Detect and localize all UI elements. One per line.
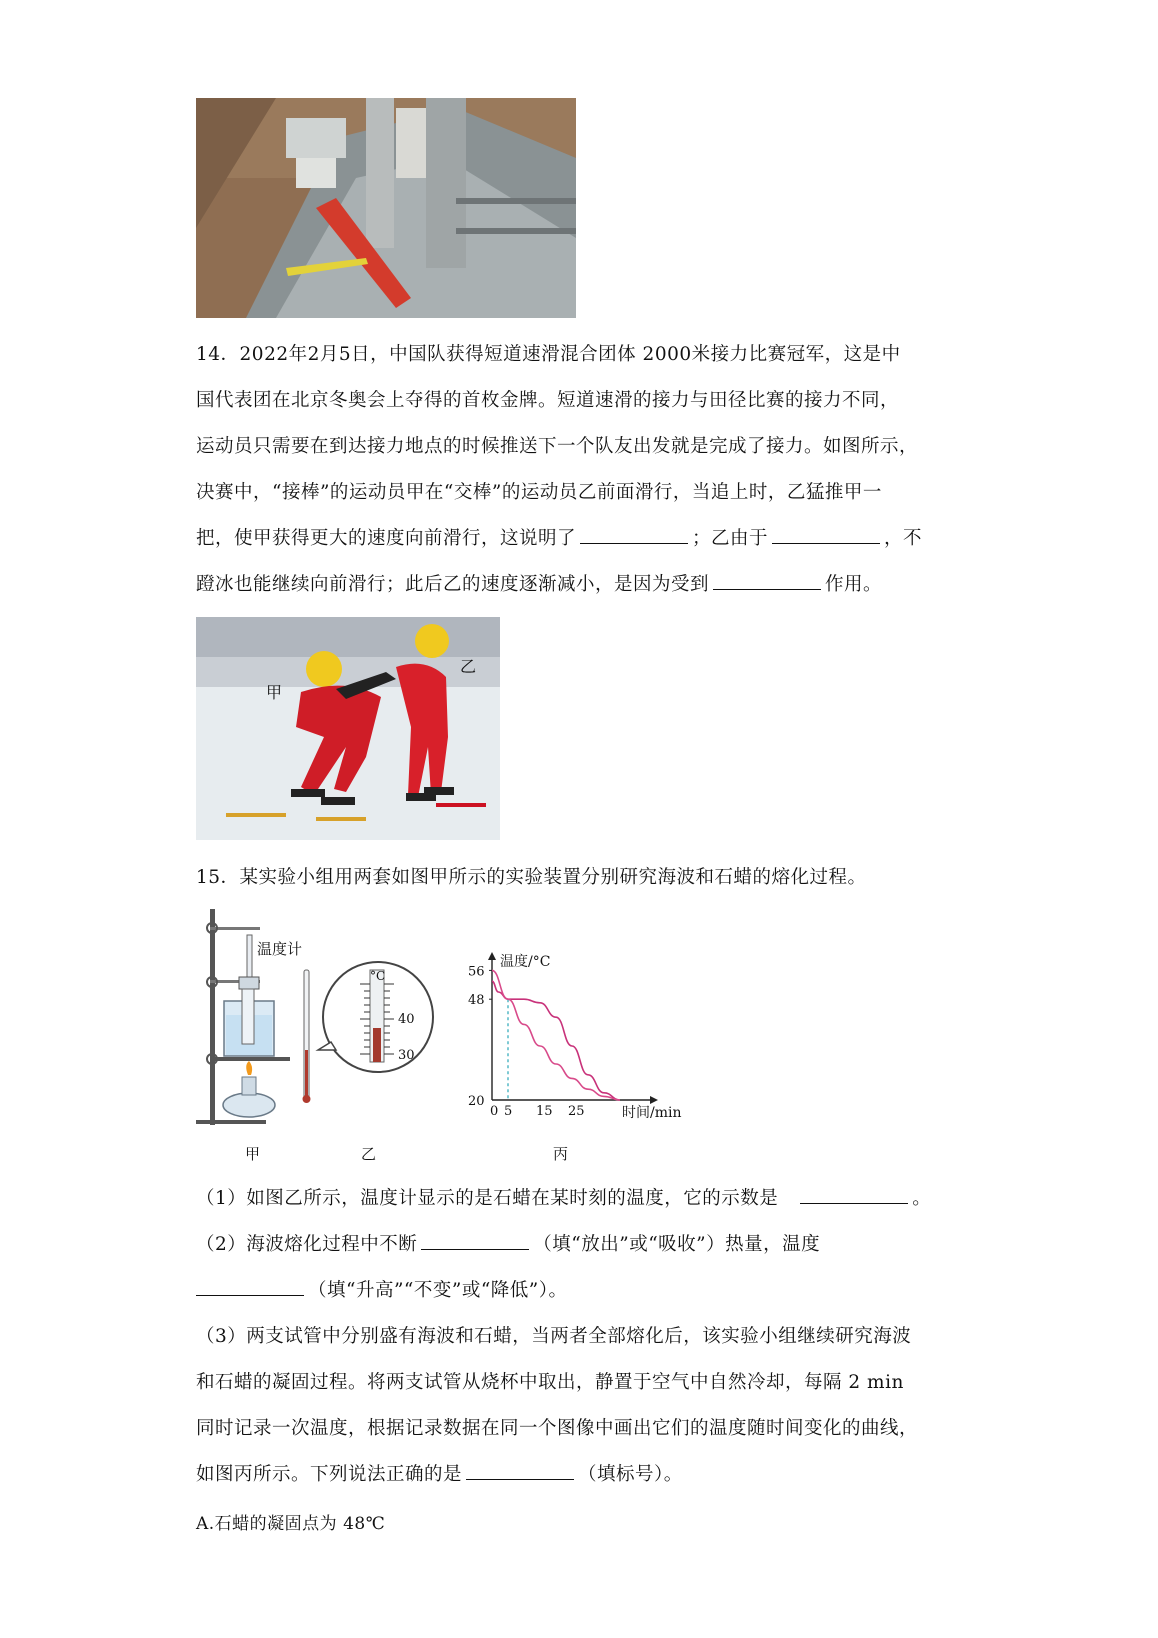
- q15-sub2: [196, 1233, 820, 1257]
- q15-sub3-line-4: [196, 1463, 683, 1487]
- series-line-1: [492, 981, 620, 1100]
- q15-sub3-line-2: 和石蜡的凝固过程。将两支试管从烧杯中取出，静置于空气中自然冷却，每隔 2 min: [196, 1372, 904, 1393]
- skater-jia-label: 甲: [266, 683, 283, 702]
- q14-line-5-c: ，不: [884, 528, 923, 549]
- x-tick-label-25: 25: [568, 1104, 585, 1119]
- q14-line-3: 运动员只需要在到达接力地点的时候推送下一个队友出发就是完成了接力。如图所示，: [196, 436, 919, 457]
- q14-line-1: 14．2022年2月5日，中国队获得短道速滑混合团体 2000米接力比赛冠军，这是中: [196, 344, 901, 365]
- thermometer-label: 温度计: [257, 940, 303, 958]
- answer-blank-3[interactable]: [713, 573, 821, 590]
- q15-sub3-line-3: 同时记录一次温度，根据记录数据在同一个图像中画出它们的温度随时间变化的曲线，: [196, 1418, 919, 1439]
- figure-yi-thermometer: [298, 960, 443, 1110]
- figure-bing-caption: 丙: [553, 1145, 569, 1163]
- thermometer-tick-30: 30: [398, 1048, 415, 1063]
- answer-blank-6[interactable]: [196, 1279, 304, 1296]
- q14-line-6: [196, 573, 882, 597]
- answer-blank-1[interactable]: [580, 527, 688, 544]
- speed-skating-photo: [196, 617, 500, 840]
- q15-option-a: A.石蜡的凝固点为 48℃: [196, 1514, 386, 1534]
- answer-blank-5[interactable]: [421, 1233, 529, 1250]
- launch-platform-photo: [196, 98, 576, 318]
- figure-yi-caption: 乙: [361, 1145, 377, 1163]
- q14-line-5-b: ；乙由于: [692, 528, 769, 549]
- x-axis-label: 时间/min: [622, 1105, 682, 1121]
- q15-sub1: [196, 1187, 931, 1211]
- answer-blank-7[interactable]: [466, 1463, 574, 1480]
- series-line-2: [492, 970, 620, 1100]
- q14-line-5: [196, 527, 922, 551]
- x-tick-label-15: 15: [536, 1104, 553, 1119]
- q14-line-2: 国代表团在北京冬奥会上夺得的首枚金牌。短道速滑的接力与田径比赛的接力不同，: [196, 390, 900, 411]
- x-tick-label-5: 5: [504, 1104, 513, 1119]
- thermometer-unit: °C: [370, 969, 386, 983]
- q15-sub3-line-1: （3）两支试管中分别盛有海波和石蜡，当两者全部熔化后，该实验小组继续研究海波: [196, 1326, 912, 1347]
- q15-sub1-a: （1）如图乙所示，温度计显示的是石蜡在某时刻的温度，它的示数是: [196, 1188, 779, 1209]
- answer-blank-2[interactable]: [772, 527, 880, 544]
- q14-line-6-a: 蹬冰也能继续向前滑行；此后乙的速度逐渐减小，是因为受到: [196, 574, 710, 595]
- y-tick-label-20: 20: [468, 1094, 485, 1109]
- y-axis-label: 温度/°C: [500, 954, 551, 970]
- q15-intro: 15．某实验小组用两套如图甲所示的实验装置分别研究海波和石蜡的熔化过程。: [196, 867, 867, 888]
- y-tick-label-56: 56: [468, 964, 485, 980]
- q15-sub2-cont: [196, 1279, 568, 1303]
- q15-sub3-last-a: 如图丙所示。下列说法正确的是: [196, 1464, 463, 1485]
- q14-line-4: 决赛中，“接棒”的运动员甲在“交棒”的运动员乙前面滑行，当追上时，乙猛推甲一: [196, 482, 882, 503]
- q15-sub3-last-b: （填标号）。: [578, 1464, 683, 1485]
- chart-axes: [488, 952, 658, 1104]
- q15-sub2-b: （填“放出”或“吸收”）热量，温度: [533, 1234, 821, 1255]
- thermometer-tick-40: 40: [398, 1012, 415, 1027]
- x-tick-label-0: 0: [490, 1104, 499, 1119]
- figure-bing-chart: [466, 950, 696, 1130]
- q15-sub2-c: （填“升高”“不变”或“降低”）。: [308, 1280, 568, 1301]
- q14-line-6-b: 作用。: [825, 574, 883, 595]
- y-tick-label-48: 48: [468, 993, 485, 1009]
- q15-sub1-b: 。: [912, 1188, 932, 1209]
- figure-jia-caption: 甲: [245, 1145, 261, 1163]
- answer-blank-4[interactable]: [800, 1187, 908, 1204]
- skater-yi-label: 乙: [460, 657, 477, 676]
- q15-sub2-a: （2）海波熔化过程中不断: [196, 1234, 418, 1255]
- q14-line-5-a: 把，使甲获得更大的速度向前滑行，这说明了: [196, 528, 577, 549]
